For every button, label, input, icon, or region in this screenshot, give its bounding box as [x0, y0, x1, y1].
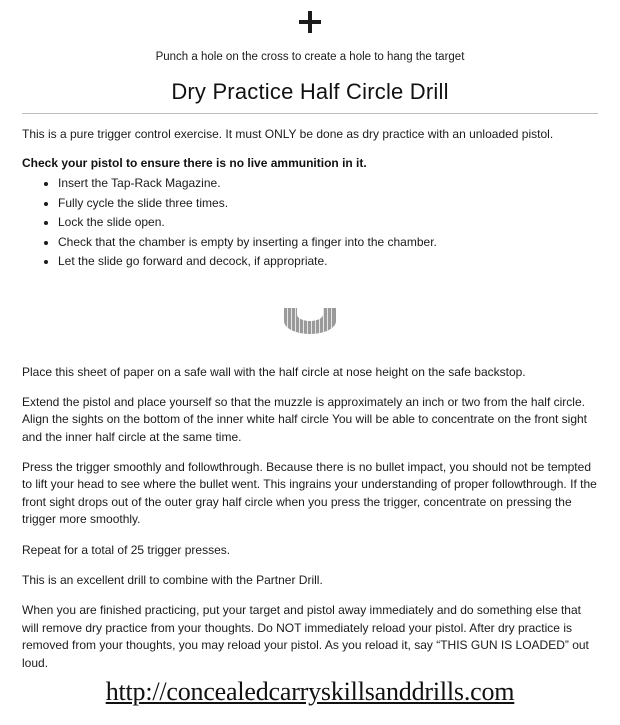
placement-paragraph: Place this sheet of paper on a safe wall with the half circle at nose height on the safe backstop. [22, 364, 526, 379]
safety-heading: Check your pistol to ensure there is no live ammunition in it. [22, 156, 367, 171]
page-title: Dry Practice Half Circle Drill [171, 78, 449, 104]
cross-punch-mark-wrap [22, 0, 598, 44]
trigger-paragraph: Press the trigger smoothly and followthrough. Because there is no bullet impact, you should not be tempted to lift your head to see where the bullet went. This ingrains your understanding of proper followthrough. If the front sight drops out of the outer gray half circle when you press the trigger, concentrate on pressing the trigger more smoothly. [22, 460, 597, 527]
half-circle-target-wrap [22, 278, 598, 364]
list-item: • Lock the slide open. [58, 213, 598, 232]
website-url[interactable]: http://concealedcarryskillsanddrills.com [105, 677, 515, 706]
repeat-paragraph: Repeat for a total of 25 trigger presses. [22, 542, 231, 557]
alignment-paragraph: Extend the pistol and place yourself so that the muzzle is approximately an inch or two from the half circle. Align the sights on the bottom of the inner white half circle You will be able to concentrate on the front sight and the inner half circle at the same time. [22, 394, 588, 444]
cross-punch-mark-icon [299, 11, 321, 33]
title-divider [22, 113, 598, 114]
target-inner-white [297, 308, 323, 321]
list-item: • Check that the chamber is empty by inserting a finger into the chamber. [58, 233, 598, 252]
safety-steps-list [22, 174, 598, 271]
half-circle-target-icon [284, 308, 336, 334]
list-item: • Insert the Tap-Rack Magazine. [58, 174, 598, 193]
finish-paragraph: When you are finished practicing, put your target and pistol away immediately and do something else that will remove dry practice from your thoughts. Do NOT immediately reload your pistol. After dry practice is removed from your thoughts, you may reload your pistol. As you reload it, say “THIS GUN IS LOADED” out loud. [22, 603, 589, 670]
list-item: • Fully cycle the slide three times. [58, 194, 598, 213]
combine-paragraph: This is an excellent drill to combine with the Partner Drill. [22, 573, 323, 588]
punch-instruction-text: Punch a hole on the cross to create a hole to hang the target [155, 51, 465, 63]
list-item: • Let the slide go forward and decock, if appropriate. [58, 252, 598, 271]
intro-paragraph: This is a pure trigger control exercise. It must ONLY be done as dry practice with an unloaded pistol. [22, 126, 554, 141]
